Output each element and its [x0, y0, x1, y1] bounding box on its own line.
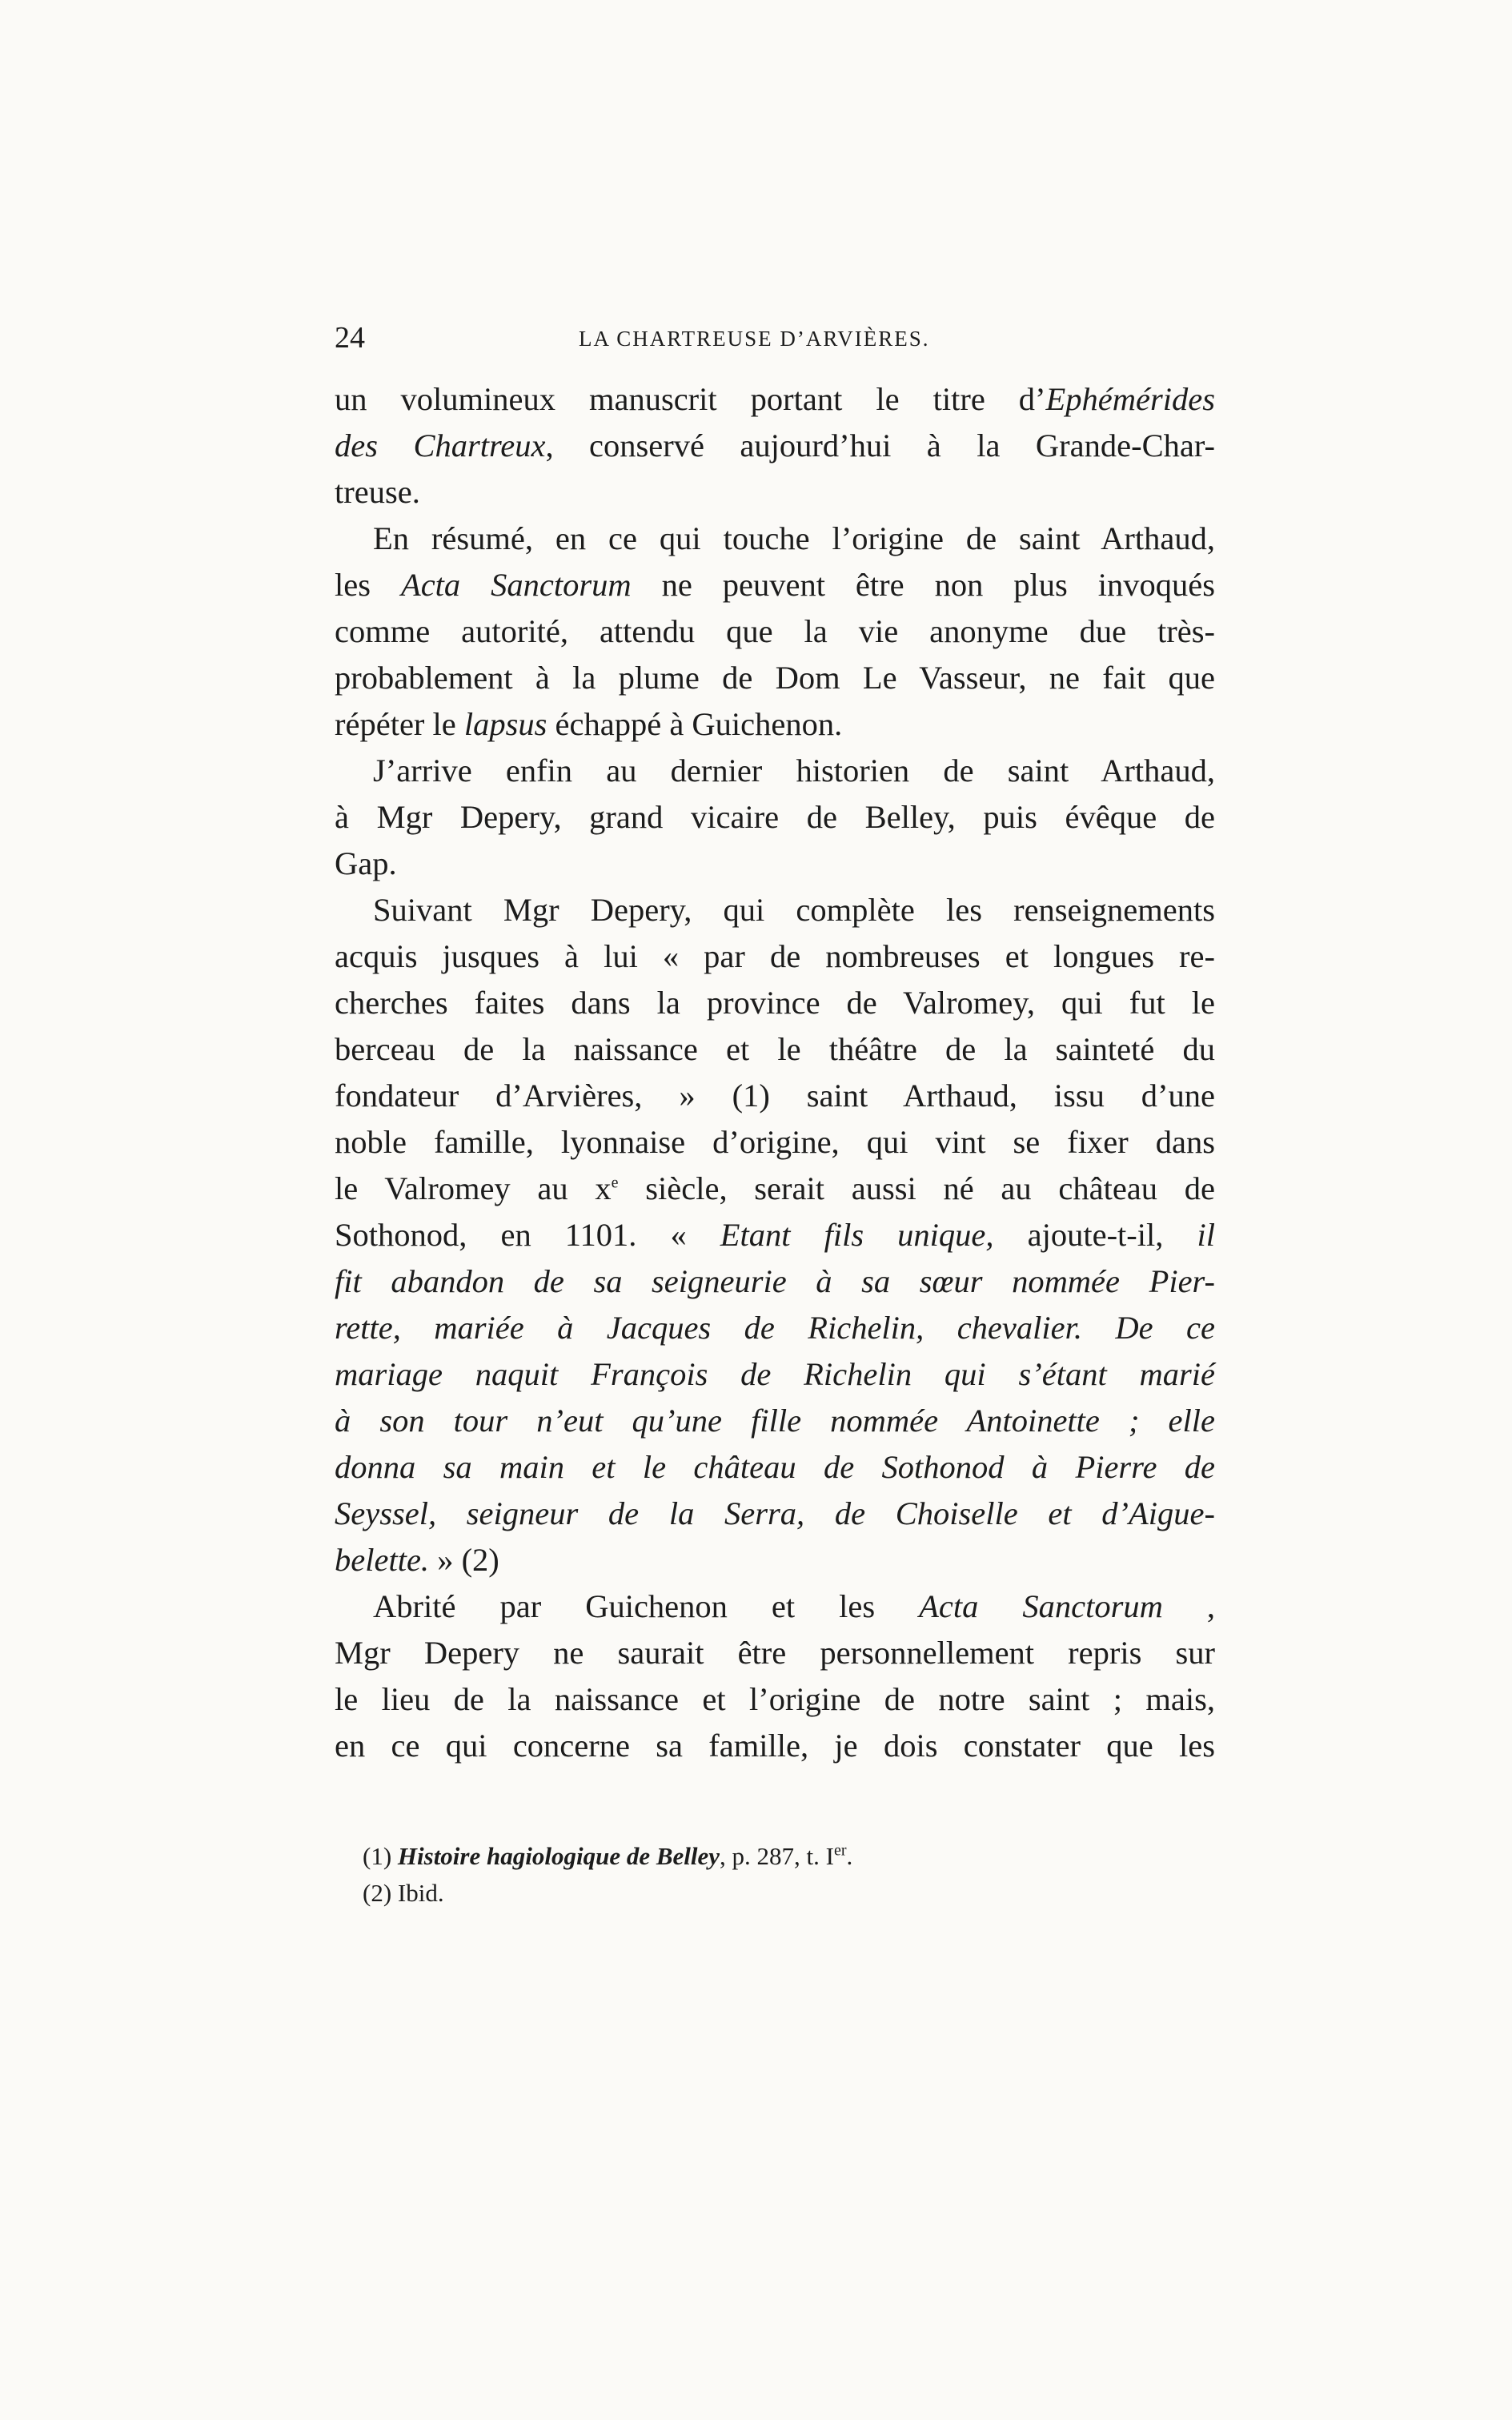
text-line: à Mgr Depery, grand vicaire de Belley, puis évêque de	[335, 799, 1215, 835]
text-line: berceau de la naissance et le théâtre de la sainteté du	[335, 1031, 1215, 1067]
text-line: cherches faites dans la province de Valromey, qui fut le	[335, 985, 1215, 1021]
text-line: fit abandon de sa seigneurie à sa sœur nommée Pier-	[335, 1263, 1215, 1299]
text-line: fondateur d’Arvières, » (1) saint Arthaud, issu d’une	[335, 1078, 1215, 1114]
text-line: Sothonod, en 1101. « Etant fils unique, ajoute-t-il, il	[335, 1217, 1216, 1253]
text-line: En résumé, en ce qui touche l’origine de saint Arthaud,	[373, 520, 1215, 556]
text-line: des Chartreux, conservé aujourd’hui à la Grande-Char-	[335, 427, 1215, 464]
text-line: treuse.	[335, 474, 420, 510]
footnotes	[363, 1838, 1083, 1912]
page-header	[335, 320, 1215, 368]
text-line: Seyssel, seigneur de la Serra, de Choiselle et d’Aigue-	[335, 1495, 1215, 1531]
text-line: le Valromey au $x^e$ siècle, serait aussi né au château de	[335, 1170, 1215, 1206]
text-line: mariage naquit François de Richelin qui s’étant marié	[335, 1356, 1215, 1392]
running-title: LA CHARTREUSE D’ARVIÈRES.	[579, 327, 930, 351]
text-line: J’arrive enfin au dernier historien de saint Arthaud,	[373, 752, 1215, 789]
text-line: Mgr Depery ne saurait être personnellement repris sur	[335, 1635, 1215, 1671]
page-number: 24	[335, 321, 365, 355]
text-line: en ce qui concerne sa famille, je dois constater que les	[335, 1728, 1215, 1764]
footnote-2: (2) Ibid.	[363, 1879, 444, 1907]
text-line: Gap.	[335, 845, 397, 881]
text-line: à son tour n’eut qu’une fille nommée Antoinette ; elle	[335, 1403, 1215, 1439]
text-line: répéter le lapsus échappé à Guichenon.	[335, 706, 843, 742]
text-line: le lieu de la naissance et l’origine de notre saint ; mais,	[335, 1681, 1215, 1717]
text-line: noble famille, lyonnaise d’origine, qui vint se fixer dans	[335, 1124, 1215, 1160]
text-line: Abrité par Guichenon et les Acta Sanctorum ,	[373, 1588, 1215, 1624]
text-line: belette. » (2)	[335, 1542, 499, 1578]
text-line: comme autorité, attendu que la vie anonyme due très-	[335, 613, 1215, 649]
footnote-1: (1) Histoire hagiologique de Belley, p. 287, t. Ier.	[363, 1841, 853, 1870]
text-line: donna sa main et le château de Sothonod à Pierre de	[335, 1449, 1215, 1485]
text-line: Suivant Mgr Depery, qui complète les renseignements	[373, 892, 1215, 928]
text-line: les Acta Sanctorum ne peuvent être non plus invoqués	[335, 567, 1215, 603]
text-line: rette, mariée à Jacques de Richelin, chevalier. De ce	[335, 1310, 1215, 1346]
body-text	[335, 376, 1215, 1769]
text-line: un volumineux manuscrit portant le titre d’Ephémérides	[335, 381, 1215, 417]
text-line: acquis jusques à lui « par de nombreuses et longues re-	[335, 938, 1215, 974]
text-line: probablement à la plume de Dom Le Vasseur, ne fait que	[335, 660, 1215, 696]
